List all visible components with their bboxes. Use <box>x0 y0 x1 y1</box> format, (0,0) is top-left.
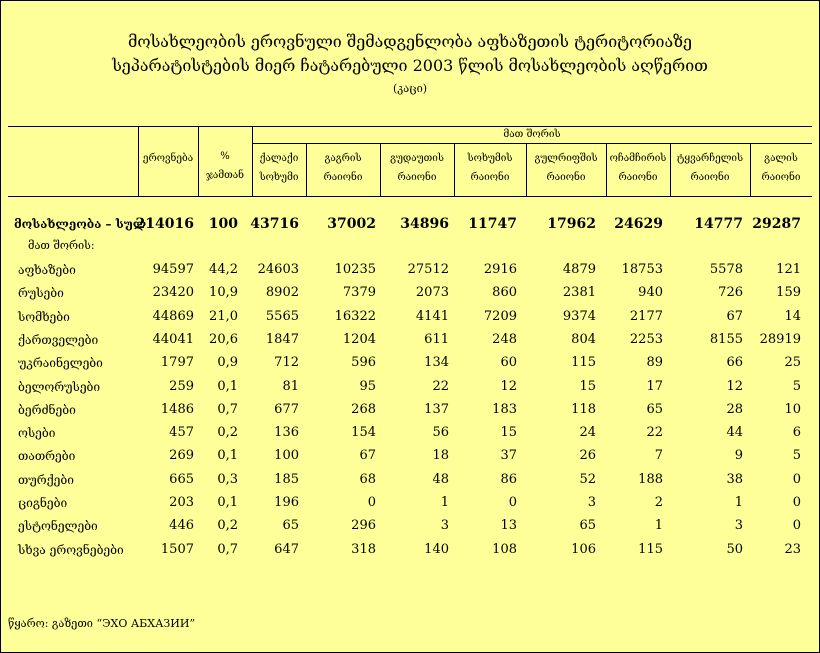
table-cell: 2177 <box>629 308 663 324</box>
column-header: რაიონი <box>690 172 730 183</box>
table-cell: 136 <box>274 425 299 441</box>
header-bottom-rule <box>8 196 812 197</box>
table-cell: 1204 <box>342 331 376 347</box>
column-header: ქალაქი <box>259 153 299 164</box>
table-cell: 26 <box>579 448 596 464</box>
table-cell: 27512 <box>407 262 449 277</box>
table-cell: 0,2 <box>217 425 238 441</box>
total-cell: 14777 <box>694 216 743 232</box>
table-cell: 89 <box>646 355 663 371</box>
table-cell: 457 <box>169 425 194 441</box>
table-cell: 1 <box>734 495 743 510</box>
column-header: გალის <box>764 153 798 164</box>
total-cell: 29287 <box>752 216 801 232</box>
table-cell: 0,7 <box>217 401 238 417</box>
table-cell: 65 <box>282 518 299 534</box>
table-title-line1: მოსახლეობის ეროვნული შემადგენლობა აფხაზეთის ტერიტორიაზე <box>128 32 692 51</box>
table-cell: 12 <box>726 378 743 394</box>
table-cell: 0 <box>367 495 376 510</box>
table-cell: 67 <box>726 308 743 324</box>
column-header: ჯამთან <box>206 170 244 181</box>
column-header: რაიონი <box>761 172 801 183</box>
column-header: გუდაუთის <box>390 153 444 164</box>
table-cell: 12 <box>500 378 517 394</box>
table-cell: 134 <box>424 355 449 371</box>
total-cell: 17962 <box>547 216 596 232</box>
table-cell: 38 <box>726 471 743 487</box>
table-cell: 183 <box>492 401 517 417</box>
row-label: უკრაინელები <box>18 356 103 371</box>
table-cell: 65 <box>579 518 596 534</box>
table-cell: 0,1 <box>217 495 238 510</box>
table-cell: 60 <box>500 355 517 371</box>
subheader-among-them: მათ შორის: <box>28 239 95 252</box>
table-cell: 8902 <box>265 285 299 301</box>
table-cell: 2253 <box>629 331 663 347</box>
source-note: წყარო: გაზეთი “ЭХО АБХАЗИИ” <box>8 617 196 630</box>
total-cell: 43716 <box>250 216 299 232</box>
table-cell: 3 <box>587 495 596 510</box>
row-label: ბელორუსები <box>18 379 101 394</box>
table-cell: 268 <box>351 401 376 417</box>
table-cell: 20,6 <box>209 331 238 347</box>
table-cell: 24 <box>579 425 596 441</box>
table-cell: 154 <box>351 425 376 441</box>
table-cell: 2073 <box>415 285 449 301</box>
table-cell: 21,0 <box>209 308 238 324</box>
column-header: რაიონი <box>470 172 510 183</box>
table-cell: 65 <box>646 401 663 417</box>
table-cell: 4141 <box>415 308 449 324</box>
table-cell: 44,2 <box>209 262 238 277</box>
table-cell: 14 <box>784 308 801 324</box>
total-cell: 34896 <box>400 216 449 232</box>
table-cell: 44869 <box>152 308 194 324</box>
table-cell: 9374 <box>562 308 596 324</box>
table-cell: 140 <box>424 541 449 557</box>
table-cell: 106 <box>571 541 596 557</box>
table-cell: 726 <box>718 285 743 301</box>
table-cell: 10,9 <box>209 285 238 301</box>
table-cell: 17 <box>646 378 663 394</box>
table-cell: 0 <box>508 495 517 510</box>
column-header: გულრიფშის <box>534 153 598 164</box>
column-header: რაიონი <box>323 172 363 183</box>
table-cell: 10 <box>784 401 801 417</box>
table-cell: 188 <box>638 471 663 487</box>
table-cell: 4879 <box>562 262 596 277</box>
table-title-line2: სეპარატისტების მიერ ჩატარებული 2003 წლის მოსახლეობის აღწერით <box>112 56 708 75</box>
row-label: სომხები <box>18 309 70 324</box>
table-cell: 940 <box>638 285 663 301</box>
table-cell: 2381 <box>562 285 596 301</box>
table-cell: 596 <box>351 355 376 371</box>
unit-note: (კაცი) <box>392 82 428 95</box>
table-cell: 66 <box>726 355 743 371</box>
table-cell: 121 <box>776 262 801 277</box>
row-label: ქართველები <box>18 332 99 347</box>
table-cell: 100 <box>274 448 299 464</box>
column-header: სოხუმი <box>259 172 299 183</box>
row-label: ციგნები <box>18 496 68 510</box>
table-cell: 1507 <box>160 541 194 557</box>
table-cell: 8155 <box>709 331 743 347</box>
table-cell: 1 <box>440 495 449 510</box>
total-cell: 37002 <box>327 216 376 232</box>
total-cell: 214016 <box>135 216 194 232</box>
table-cell: 259 <box>169 378 194 394</box>
table-cell: 446 <box>169 518 194 534</box>
table-cell: 712 <box>274 355 299 371</box>
table-cell: 24603 <box>257 262 299 277</box>
table-cell: 248 <box>492 331 517 347</box>
table-cell: 203 <box>169 495 194 510</box>
table-cell: 0,1 <box>217 378 238 394</box>
table-cell: 2 <box>654 495 663 510</box>
column-header: % <box>220 151 230 162</box>
row-label: თათრები <box>18 449 76 464</box>
table-cell: 28 <box>726 401 743 417</box>
table-cell: 115 <box>571 355 596 371</box>
row-label: სხვა ეროვნებები <box>18 542 124 557</box>
table-cell: 269 <box>169 448 194 464</box>
table-cell: 9 <box>734 448 743 464</box>
table-cell: 95 <box>359 378 376 394</box>
table-cell: 22 <box>646 425 663 441</box>
column-header: რაიონი <box>546 172 586 183</box>
table-cell: 50 <box>726 541 743 557</box>
table-cell: 7379 <box>342 285 376 301</box>
table-cell: 860 <box>492 285 517 301</box>
table-cell: 1486 <box>160 401 194 417</box>
table-cell: 67 <box>359 448 376 464</box>
column-header: რაიონი <box>397 172 437 183</box>
row-label: რუსები <box>18 286 64 301</box>
table-cell: 18 <box>432 448 449 464</box>
table-cell: 25 <box>784 355 801 371</box>
table-cell: 137 <box>424 401 449 417</box>
table-cell: 118 <box>571 401 596 417</box>
table-cell: 0 <box>792 495 801 510</box>
table-cell: 13 <box>500 518 517 534</box>
row-label: თურქები <box>18 472 74 487</box>
table-cell: 28919 <box>759 331 801 347</box>
table-cell: 3 <box>440 518 449 534</box>
table-cell: 196 <box>274 495 299 510</box>
table-cell: 5 <box>792 448 801 464</box>
table-cell: 318 <box>351 541 376 557</box>
table-cell: 37 <box>500 448 517 464</box>
table-cell: 2916 <box>483 262 517 277</box>
column-header: ტყვარჩელის <box>676 153 744 164</box>
total-cell: 100 <box>208 216 238 232</box>
table-cell: 6 <box>792 425 801 441</box>
table-cell: 52 <box>579 471 596 487</box>
table-cell: 108 <box>492 541 517 557</box>
table-cell: 159 <box>776 285 801 301</box>
table-cell: 804 <box>571 331 596 347</box>
table-cell: 3 <box>734 518 743 534</box>
table-cell: 16322 <box>334 308 376 324</box>
table-cell: 86 <box>500 471 517 487</box>
table-cell: 18753 <box>621 262 663 277</box>
row-label: აფხაზები <box>18 263 76 277</box>
table-cell: 23 <box>784 541 801 557</box>
column-header: რაიონი <box>618 172 658 183</box>
table-cell: 677 <box>274 401 299 417</box>
table-cell: 0,3 <box>217 471 238 487</box>
table-cell: 185 <box>274 471 299 487</box>
table-cell: 665 <box>169 471 194 487</box>
table-cell: 0,2 <box>217 518 238 534</box>
group-header-rule <box>252 143 812 144</box>
table-cell: 5578 <box>709 262 743 277</box>
table-cell: 7209 <box>483 308 517 324</box>
column-header: ეროვნება <box>142 153 194 164</box>
table-cell: 0 <box>792 471 801 487</box>
row-label: ბერძნები <box>18 402 76 417</box>
table-cell: 0 <box>792 518 801 534</box>
table-cell: 44 <box>726 425 743 441</box>
table-cell: 48 <box>432 471 449 487</box>
total-cell: 11747 <box>468 216 517 232</box>
table-cell: 1 <box>654 518 663 534</box>
table-cell: 23420 <box>152 285 194 301</box>
column-header: სოხუმის <box>467 153 513 164</box>
table-cell: 0,7 <box>217 541 238 557</box>
table-cell: 115 <box>638 541 663 557</box>
table-cell: 0,1 <box>217 448 238 464</box>
table-cell: 1797 <box>160 355 194 371</box>
row-label: ესტონელები <box>18 519 98 534</box>
table-cell: 44041 <box>152 331 194 347</box>
table-cell: 7 <box>654 448 663 464</box>
table-cell: 22 <box>432 378 449 394</box>
table-cell: 15 <box>500 425 517 441</box>
row-label: ოსები <box>18 426 56 441</box>
total-row-label: მოსახლეობა – სულ <box>14 217 147 231</box>
table-cell: 15 <box>579 378 596 394</box>
table-cell: 68 <box>359 471 376 487</box>
group-header: მათ შორის <box>503 129 561 140</box>
table-cell: 56 <box>432 425 449 441</box>
table-cell: 0,9 <box>217 355 238 371</box>
table-cell: 611 <box>424 331 449 347</box>
table-cell: 1847 <box>265 331 299 347</box>
table-cell: 5 <box>792 378 801 394</box>
table-cell: 81 <box>282 378 299 394</box>
table-cell: 5565 <box>265 308 299 324</box>
column-header: ოჩამჩირის <box>609 153 667 164</box>
table-cell: 647 <box>274 541 299 557</box>
total-cell: 24629 <box>614 216 663 232</box>
table-cell: 10235 <box>334 262 376 277</box>
table-cell: 296 <box>351 518 376 534</box>
column-header: გაგრის <box>324 153 362 164</box>
table-cell: 94597 <box>152 262 194 277</box>
